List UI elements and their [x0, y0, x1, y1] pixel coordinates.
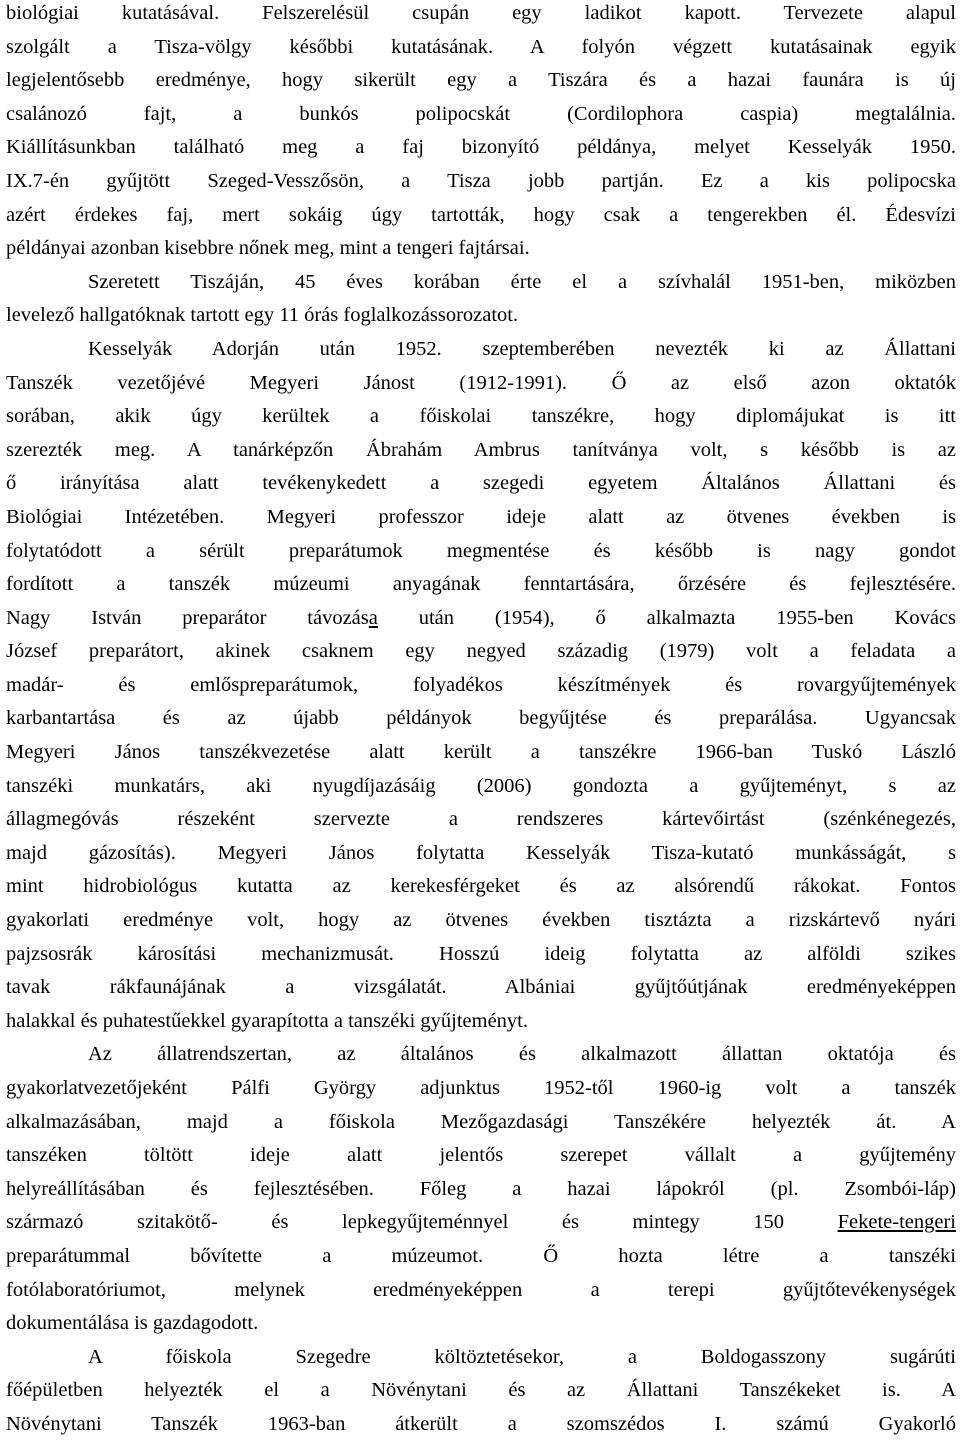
text-line: Tanszék vezetőjévé Megyeri Jánost (1912-1991). Ő az első azon oktatók [6, 371, 956, 394]
text-line: Kesselyák Adorján után 1952. szeptemberében nevezték ki az Állattani [88, 337, 956, 360]
text-line: Szeretett Tiszáján, 45 éves korában érte el a szívhalál 1951-ben, miközben [88, 270, 956, 293]
text-line: József preparátort, akinek csaknem egy negyed századig (1979) volt a feladata a [6, 640, 956, 663]
underlined-text: a [368, 606, 378, 629]
text-line: dokumentálása is gazdagodott. [6, 1312, 259, 1335]
text-line: A főiskola Szegedre költöztetésekor, a Boldogasszony sugárúti [88, 1345, 956, 1368]
text-line: Kiállításunkban található meg a faj bizonyító példánya, melyet Kesselyák 1950. [6, 136, 956, 159]
text-line: tanszéken töltött ideje alatt jelentős szerepet vállalt a gyűjtemény [6, 1144, 956, 1167]
text-line: sorában, akik úgy kerültek a főiskolai tanszékre, hogy diplomájukat is itt [6, 405, 956, 428]
text-line: biológiai kutatásával. Felszerelésül csupán egy ladikot kapott. Tervezete alapul [6, 2, 956, 24]
text-line: mint hidrobiológus kutatta az kerekesférgeket és az alsórendű rákokat. Fontos [6, 875, 956, 898]
text-line: gyakorlatvezetőjeként Pálfi György adjunktus 1952-től 1960-ig volt a tanszék [6, 1077, 956, 1099]
text-line: Nagy István preparátor távozása után (1954), ő alkalmazta 1955-ben Kovács [6, 606, 956, 629]
text-line: állagmegóvás részeként szervezte a rendszeres kártevőirtást (szénkénegezés, [6, 808, 956, 831]
text-line: azért érdekes faj, mert sokáig úgy tartották, hogy csak a tengerekben él. Édesvízi [6, 203, 956, 226]
text-line: legjelentősebb eredménye, hogy sikerült egy a Tiszára és a hazai faunára is új [6, 69, 956, 92]
text-line: folytatódott a sérült preparátumok megmentése és később is nagy gondot [6, 539, 956, 562]
text-line: madár- és emlőspreparátumok, folyadékos készítmények és rovargyűjtemények [6, 673, 956, 696]
text-line: halakkal és puhatestűekkel gyarapította a tanszéki gyűjteményt. [6, 1009, 528, 1032]
text-line: majd gázosítás). Megyeri János folytatta Kesselyák Tisza-kutató munkásságát, s [6, 841, 956, 864]
text-line: Biológiai Intézetében. Megyeri professzor ideje alatt az ötvenes években is [6, 505, 956, 528]
text-line: karbantartása és az újabb példányok begyűjtése és preparálása. Ugyancsak [6, 707, 956, 730]
text-line: Az állatrendszertan, az általános és alkalmazott állattan oktatója és [88, 1043, 956, 1066]
text-line: tanszéki munkatárs, aki nyugdíjazásáig (2006) gondozta a gyűjteményt, s az [6, 774, 956, 797]
text-line: IX.7-én gyűjtött Szeged-Vesszősön, a Tisza jobb partján. Ez a kis polipocska [6, 169, 956, 192]
text-line: Növénytani Tanszék 1963-ban átkerült a szomszédos I. számú Gyakorló [6, 1412, 956, 1435]
text-line: fordított a tanszék múzeumi anyagának fenntartására, őrzésére és fejlesztésére. [6, 573, 956, 596]
text-line: szolgált a Tisza-völgy későbbi kutatásának. A folyón végzett kutatásainak egyik [6, 35, 956, 58]
text-line: főépületben helyezték el a Növénytani és az Állattani Tanszékeket is. A [6, 1379, 956, 1402]
underlined-text: Fekete-tengeri [837, 1211, 956, 1234]
text-line: pajzsosrák károsítási mechanizmusát. Hosszú ideig folytatta az alföldi szikes [6, 942, 956, 965]
text-line: gyakorlati eredménye volt, hogy az ötvenes években tisztázta a rizskártevő nyári [6, 909, 956, 932]
text-line: fotólaboratóriumot, melynek eredményeképpen a terepi gyűjtőtevékenységek [6, 1278, 956, 1301]
text-line: preparátummal bővítette a múzeumot. Ő hozta létre a tanszéki [6, 1244, 956, 1267]
text-line: ő irányítása alatt tevékenykedett a szegedi egyetem Általános Állattani és [6, 472, 956, 495]
text-line: alkalmazásában, majd a főiskola Mezőgazdasági Tanszékére helyezték át. A [6, 1110, 956, 1133]
text-line: tavak rákfaunájának a vizsgálatát. Albániai gyűjtőútjának eredményeképpen [6, 976, 956, 999]
text-line: Megyeri János tanszékvezetése alatt került a tanszékre 1966-ban Tuskó László [6, 741, 956, 764]
text-line: helyreállításában és fejlesztésében. Főleg a hazai lápokról (pl. Zsombói-láp) [6, 1177, 956, 1200]
text-line: származó szitakötő- és lepkegyűjteménnyel és mintegy 150 Fekete-tengeri [6, 1211, 956, 1234]
text-line: levelező hallgatóknak tartott egy 11 órás foglalkozássorozatot. [6, 304, 519, 327]
text-line: példányai azonban kisebbre nőnek meg, mint a tengeri fajtársai. [6, 237, 530, 260]
document-page [6, 0, 956, 1442]
text-line: csalánozó fajt, a bunkós polipocskát (Cordilophora caspia) megtalálnia. [6, 102, 956, 125]
text-line: szerezték meg. A tanárképzőn Ábrahám Ambrus tanítványa volt, s később is az [6, 438, 956, 461]
